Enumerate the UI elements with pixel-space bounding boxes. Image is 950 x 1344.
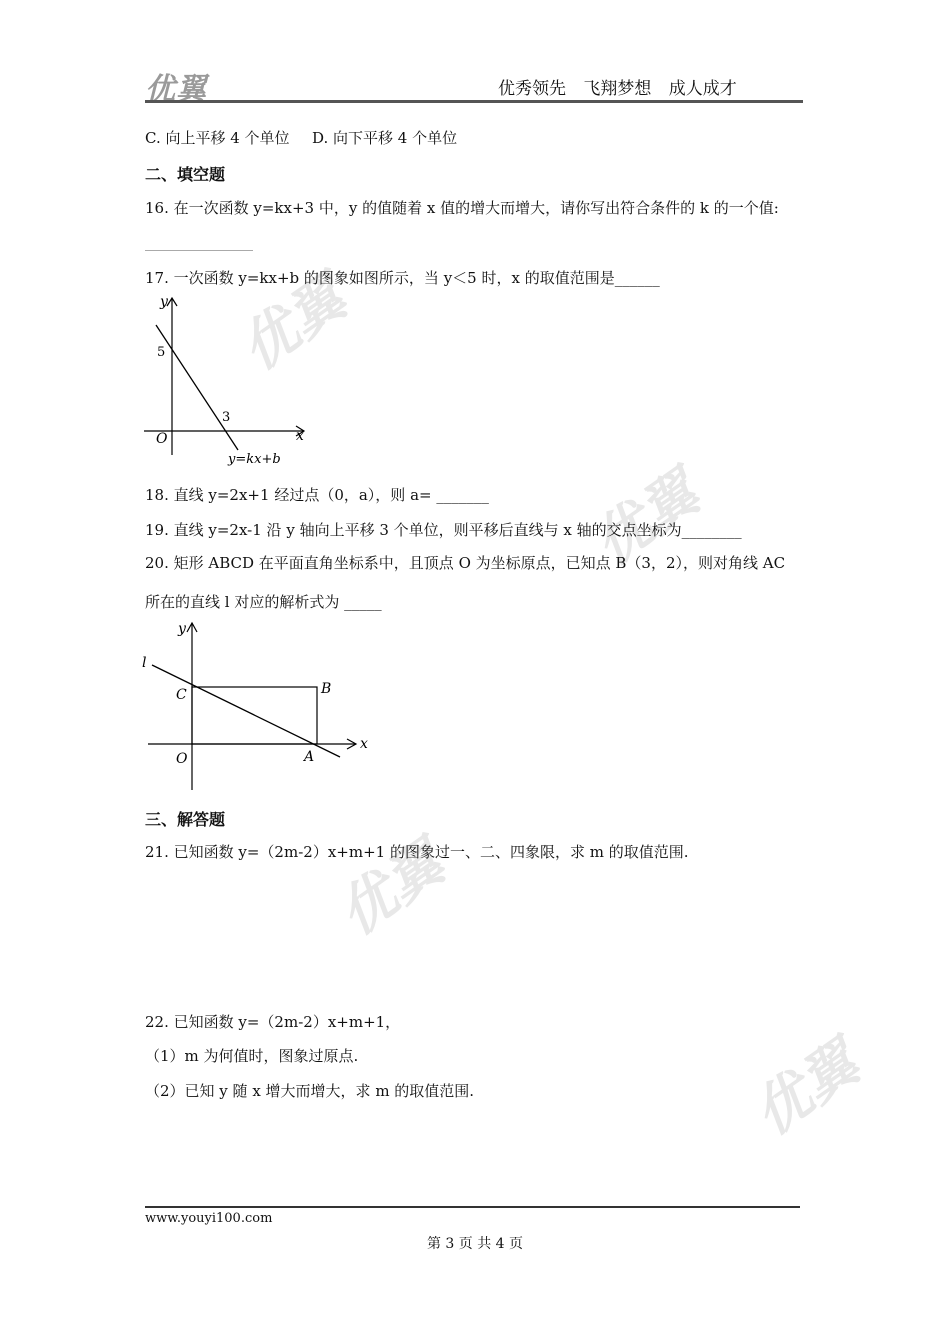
- question-20-line1: 20. 矩形 ABCD 在平面直角坐标系中，且顶点 O 为坐标原点，已知点 B（3，2），则对角线 AC: [145, 554, 786, 572]
- line-l-label: l: [142, 655, 147, 671]
- watermark: 优翼: [741, 1030, 871, 1149]
- option-d: D. 向下平移 4 个单位: [312, 129, 458, 147]
- question-17: 17. 一次函数 y=kx+b 的图象如图所示，当 y＜5 时，x 的取值范围是______: [145, 269, 660, 287]
- watermark: 优翼: [581, 460, 711, 579]
- line-l: [152, 665, 340, 757]
- question-19: 19. 直线 y=2x-1 沿 y 轴向上平移 3 个单位，则平移后直线与 x 轴的交点坐标为________: [145, 521, 742, 539]
- origin-label: O: [176, 751, 188, 767]
- question-22: 22. 已知函数 y=（2m-2）x+m+1，: [145, 1013, 401, 1031]
- question-16: 16. 在一次函数 y=kx+3 中，y 的值随着 x 值的增大而增大，请你写出符合条件的 k 的一个值:: [145, 199, 779, 217]
- option-c: C. 向上平移 4 个单位: [145, 129, 290, 147]
- footer-url[interactable]: www.youyi100.com: [145, 1211, 273, 1226]
- header-slogan: 优秀领先 飞翔梦想 成人成才: [498, 79, 737, 99]
- point-c-label: C: [176, 687, 187, 703]
- question-22-part1: （1）m 为何值时，图象过原点.: [145, 1047, 359, 1065]
- page-number: 第 3 页 共 4 页: [426, 1236, 524, 1252]
- line-label: y=kx+b: [228, 452, 281, 467]
- point-a-label: A: [304, 749, 315, 765]
- origin-label: O: [156, 431, 168, 447]
- x-intercept-label: 3: [222, 410, 231, 425]
- question-20-line2: 所在的直线 l 对应的解析式为 _____: [145, 593, 382, 611]
- question-21: 21. 已知函数 y=（2m-2）x+m+1 的图象过一、二、四象限，求 m 的取值范围.: [145, 843, 689, 861]
- y-axis-label: y: [160, 294, 168, 310]
- question-18: 18. 直线 y=2x+1 经过点（0，a），则 a= _______: [145, 486, 489, 504]
- answer-blank: [145, 250, 253, 251]
- footer-divider: [145, 1206, 800, 1208]
- y-axis-label: y: [178, 621, 186, 637]
- graph-17: [140, 290, 320, 470]
- watermark: 优翼: [326, 830, 456, 949]
- logo: 优翼: [145, 72, 207, 107]
- section-fill-blank: 二、填空题: [145, 165, 226, 184]
- graph-20: [138, 615, 378, 795]
- header-divider: [145, 100, 803, 103]
- x-axis-label: x: [360, 736, 368, 752]
- section-answer: 三、解答题: [145, 810, 226, 829]
- watermark: 优翼: [228, 265, 358, 384]
- x-axis-label: x: [296, 428, 304, 444]
- question-22-part2: （2）已知 y 随 x 增大而增大，求 m 的取值范围.: [145, 1082, 475, 1100]
- y-intercept-label: 5: [157, 345, 166, 360]
- point-b-label: B: [321, 681, 332, 697]
